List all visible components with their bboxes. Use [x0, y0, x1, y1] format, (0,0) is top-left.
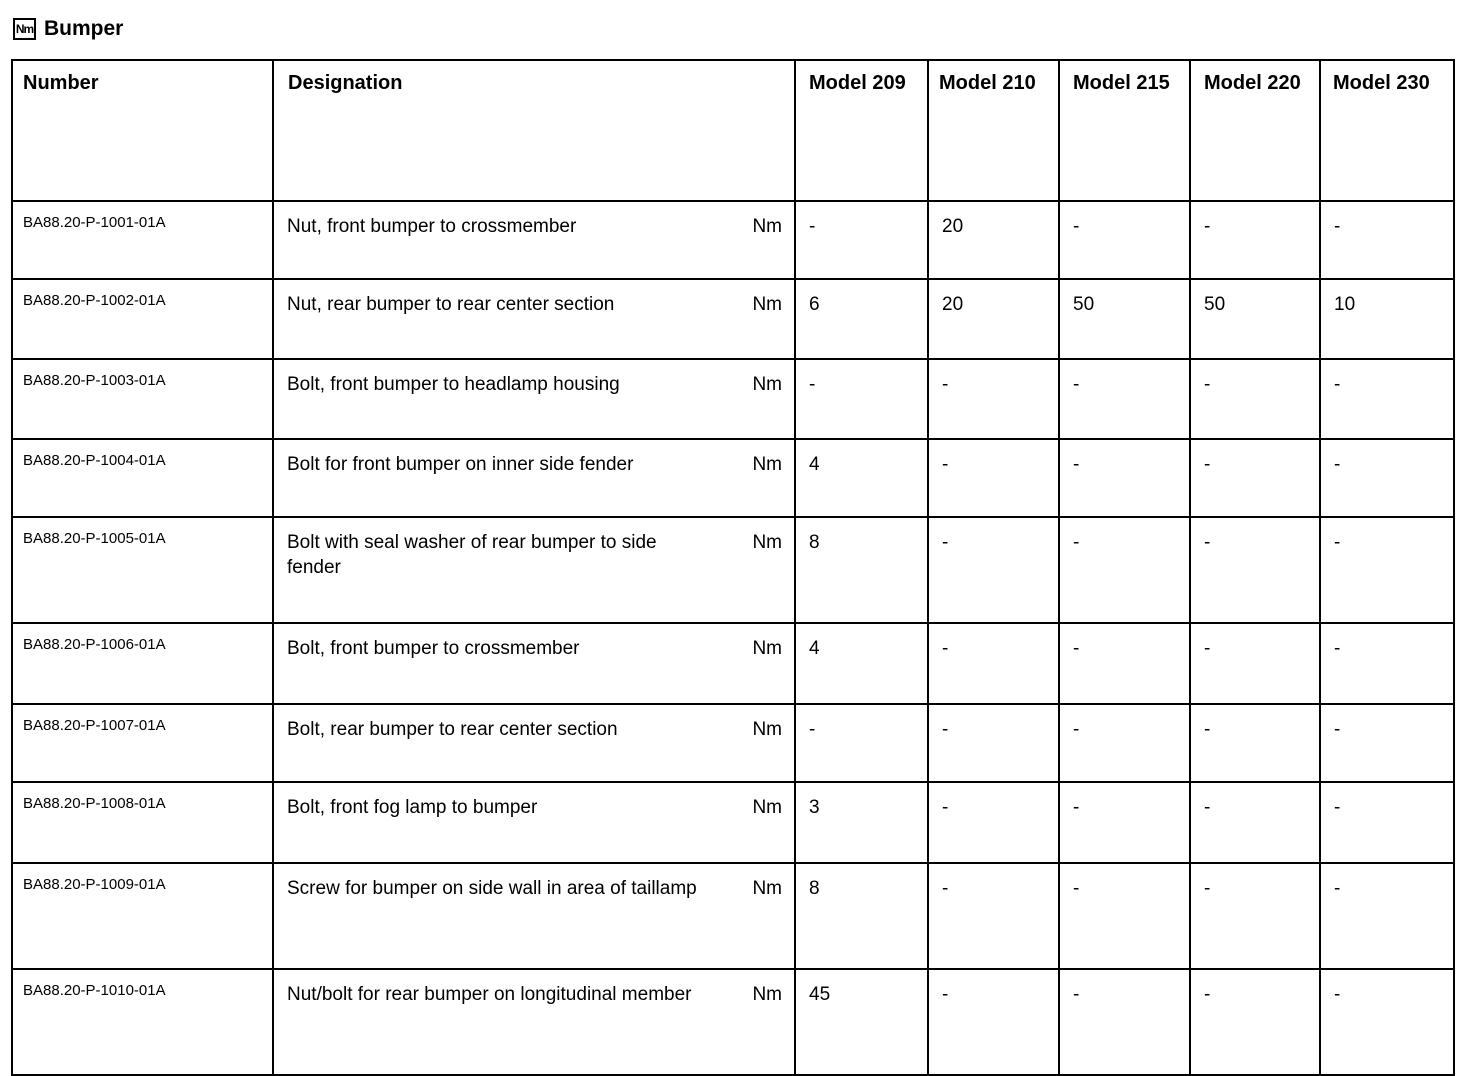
designation-text: Nut/bolt for rear bumper on longitudinal member — [287, 984, 692, 1005]
table-row — [12, 969, 1454, 1075]
model-210-value: - — [928, 517, 1059, 623]
model-230-value: 10 — [1320, 279, 1454, 359]
designation-cell — [273, 201, 795, 279]
table-row — [12, 359, 1454, 439]
model-209-value: - — [795, 359, 928, 439]
model-215-value: - — [1059, 201, 1190, 279]
model-220-value: 50 — [1190, 279, 1320, 359]
model-215-value: - — [1059, 782, 1190, 863]
model-209-value: - — [795, 704, 928, 782]
page-title: Bumper — [44, 17, 124, 40]
torque-nm-icon: Nm — [13, 18, 36, 40]
designation-cell — [273, 782, 795, 863]
column-header-model-220: Model 220 — [1190, 60, 1320, 201]
model-210-value: - — [928, 359, 1059, 439]
unit-label: Nm — [752, 454, 782, 475]
model-210-value: - — [928, 863, 1059, 969]
table-row — [12, 623, 1454, 704]
model-215-value: - — [1059, 623, 1190, 704]
designation-text: Screw for bumper on side wall in area of taillamp — [287, 878, 697, 899]
model-209-value: 45 — [795, 969, 928, 1075]
unit-label: Nm — [752, 374, 782, 395]
model-220-value: - — [1190, 517, 1320, 623]
model-210-value: - — [928, 969, 1059, 1075]
model-209-value: 4 — [795, 439, 928, 517]
model-210-value: - — [928, 439, 1059, 517]
designation-text: Nut, front bumper to crossmember — [287, 216, 577, 237]
model-230-value: - — [1320, 517, 1454, 623]
designation-text: Bolt, front bumper to headlamp housing — [287, 374, 620, 395]
column-header-model-230: Model 230 — [1320, 60, 1454, 201]
designation-cell — [273, 623, 795, 704]
model-230-value: - — [1320, 201, 1454, 279]
model-220-value: - — [1190, 969, 1320, 1075]
model-220-value: - — [1190, 439, 1320, 517]
table-row — [12, 863, 1454, 969]
part-number: BA88.20-P-1004-01A — [12, 439, 273, 517]
part-number: BA88.20-P-1003-01A — [12, 359, 273, 439]
model-210-value: 20 — [928, 279, 1059, 359]
model-215-value: - — [1059, 704, 1190, 782]
part-number: BA88.20-P-1008-01A — [12, 782, 273, 863]
model-230-value: - — [1320, 782, 1454, 863]
part-number: BA88.20-P-1001-01A — [12, 201, 273, 279]
unit-label: Nm — [752, 984, 782, 1005]
designation-text: Nut, rear bumper to rear center section — [287, 294, 615, 315]
model-230-value: - — [1320, 704, 1454, 782]
table-row — [12, 279, 1454, 359]
model-230-value: - — [1320, 623, 1454, 704]
model-215-value: - — [1059, 359, 1190, 439]
model-210-value: 20 — [928, 201, 1059, 279]
designation-text: Bolt, front fog lamp to bumper — [287, 797, 538, 818]
unit-label: Nm — [752, 216, 782, 237]
designation-cell — [273, 969, 795, 1075]
table-row — [12, 439, 1454, 517]
model-215-value: - — [1059, 517, 1190, 623]
model-209-value: - — [795, 201, 928, 279]
part-number: BA88.20-P-1002-01A — [12, 279, 273, 359]
designation-cell — [273, 439, 795, 517]
model-209-value: 8 — [795, 863, 928, 969]
model-215-value: - — [1059, 439, 1190, 517]
unit-label: Nm — [752, 532, 782, 553]
table-row — [12, 201, 1454, 279]
part-number: BA88.20-P-1005-01A — [12, 517, 273, 623]
model-210-value: - — [928, 623, 1059, 704]
model-209-value: 3 — [795, 782, 928, 863]
model-220-value: - — [1190, 863, 1320, 969]
table-row — [12, 782, 1454, 863]
column-header-designation: Designation — [273, 60, 795, 201]
model-230-value: - — [1320, 359, 1454, 439]
designation-text: Bolt, rear bumper to rear center section — [287, 719, 618, 740]
model-209-value: 8 — [795, 517, 928, 623]
column-header-model-209: Model 209 — [795, 60, 928, 201]
unit-label: Nm — [752, 797, 782, 818]
model-230-value: - — [1320, 863, 1454, 969]
page-header — [13, 14, 123, 44]
part-number: BA88.20-P-1010-01A — [12, 969, 273, 1075]
column-header-number: Number — [12, 60, 273, 201]
model-220-value: - — [1190, 704, 1320, 782]
model-209-value: 4 — [795, 623, 928, 704]
designation-text: Bolt, front bumper to crossmember — [287, 638, 580, 659]
model-230-value: - — [1320, 439, 1454, 517]
part-number: BA88.20-P-1007-01A — [12, 704, 273, 782]
table-row — [12, 704, 1454, 782]
designation-cell — [273, 359, 795, 439]
column-header-model-215: Model 215 — [1059, 60, 1190, 201]
model-230-value: - — [1320, 969, 1454, 1075]
designation-cell — [273, 517, 795, 623]
unit-label: Nm — [752, 719, 782, 740]
model-210-value: - — [928, 782, 1059, 863]
model-220-value: - — [1190, 782, 1320, 863]
designation-text: Bolt for front bumper on inner side fender — [287, 454, 634, 475]
model-220-value: - — [1190, 359, 1320, 439]
designation-cell — [273, 863, 795, 969]
designation-cell — [273, 279, 795, 359]
model-220-value: - — [1190, 201, 1320, 279]
part-number: BA88.20-P-1006-01A — [12, 623, 273, 704]
designation-text: Bolt with seal washer of rear bumper to side fender — [287, 532, 657, 578]
torque-spec-table — [11, 59, 1455, 1076]
model-215-value: 50 — [1059, 279, 1190, 359]
unit-label: Nm — [752, 294, 782, 315]
table-header-row — [12, 60, 1454, 201]
designation-cell — [273, 704, 795, 782]
part-number: BA88.20-P-1009-01A — [12, 863, 273, 969]
column-header-model-210: Model 210 — [928, 60, 1059, 201]
model-209-value: 6 — [795, 279, 928, 359]
unit-label: Nm — [752, 638, 782, 659]
model-220-value: - — [1190, 623, 1320, 704]
table-row — [12, 517, 1454, 623]
model-215-value: - — [1059, 969, 1190, 1075]
model-210-value: - — [928, 704, 1059, 782]
unit-label: Nm — [752, 878, 782, 899]
model-215-value: - — [1059, 863, 1190, 969]
